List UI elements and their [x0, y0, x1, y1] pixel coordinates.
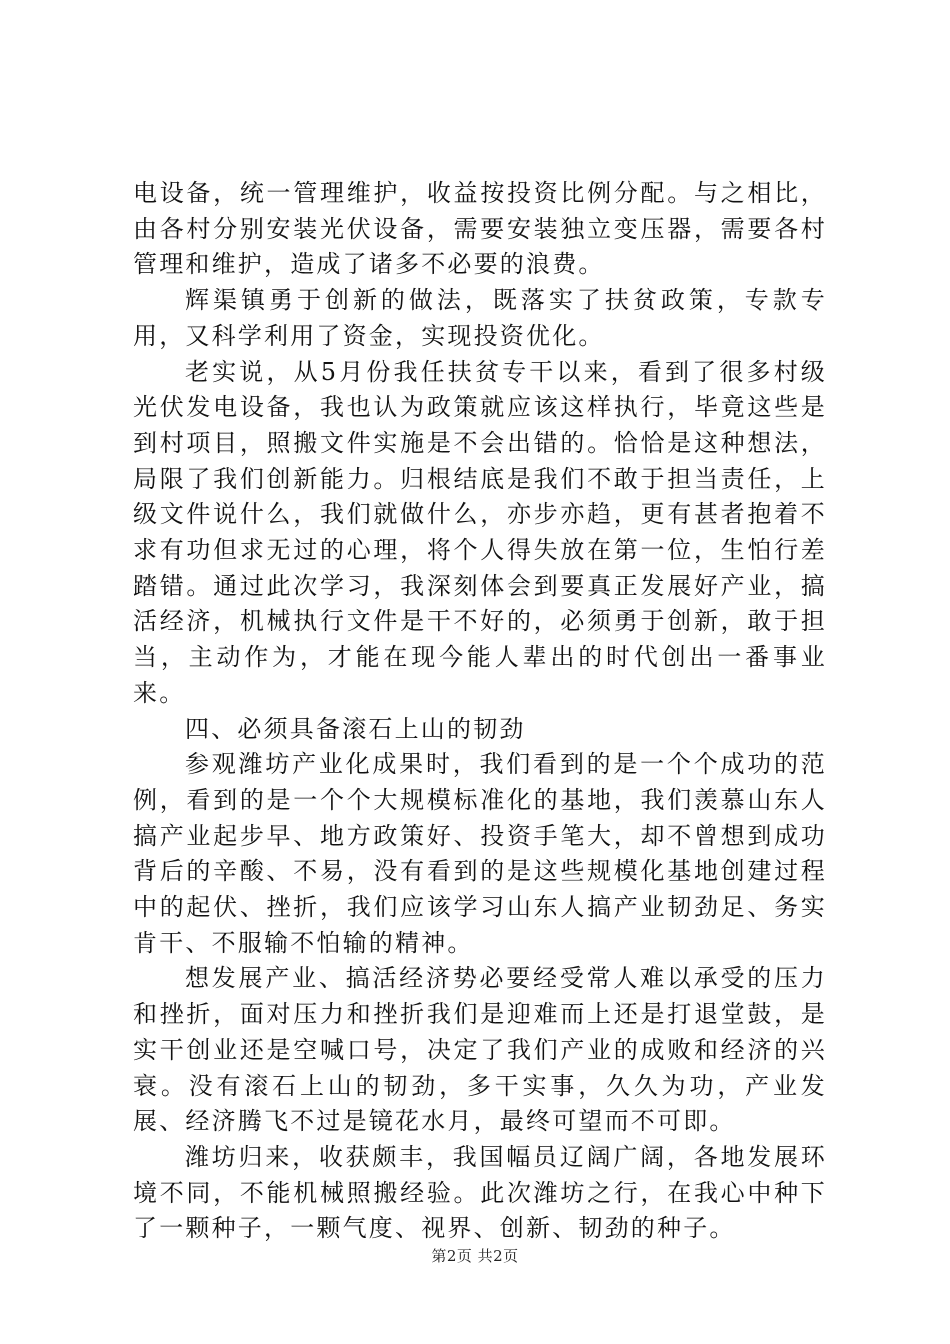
paragraph-continuation: 电设备，统一管理维护，收益按投资比例分配。与之相比，由各村分别安装光伏设备，需要安装独立变压器，需要各村管理和维护，造成了诸多不必要的浪费。 — [133, 179, 827, 279]
paragraph-conclusion: 潍坊归来，收获颇丰，我国幅员辽阔广阔，各地发展环境不同，不能机械照搬经验。此次潍坊之行，在我心中种下了一颗种子，一颗气度、视界、创新、韧劲的种子。 — [133, 1142, 827, 1243]
section-heading-four: 四、必须具备滚石上山的韧劲 — [185, 714, 526, 743]
page-number-footer: 第2页 共2页 — [431, 1247, 519, 1265]
document-body — [133, 176, 827, 1247]
paragraph-reflection: 老实说，从5月份我任扶贫专干以来，看到了很多村级光伏发电设备，我也认为政策就应该这样执行，毕竟这些是到村项目，照搬文件实施是不会出错的。恰恰是这种想法，局限了我们创新能力。归根结底是我们不敢于担当责任，上级文件说什么，我们就做什么，亦步亦趋，更有甚者抱着不求有功但求无过的心理，将个人得失放在第一位，生怕行差踏错。通过此次学习，我深刻体会到要真正发展好产业，搞活经济，机械执行文件是干不好的，必须勇于创新，敢于担当，主动作为，才能在现今能人辈出的时代创出一番事业来。 — [133, 357, 827, 707]
paragraph-weifang-visit: 参观潍坊产业化成果时，我们看到的是一个个成功的范例，看到的是一个个大规模标准化的基地，我们羡慕山东人搞产业起步早、地方政策好、投资手笔大，却不曾想到成功背后的辛酸、不易，没有看到的是这些规模化基地创建过程中的起伏、挫折，我们应该学习山东人搞产业韧劲足、务实肯干、不服输不怕输的精神。 — [133, 750, 827, 957]
paragraph-pressure: 想发展产业、搞活经济势必要经受常人难以承受的压力和挫折，面对压力和挫折我们是迎难而上还是打退堂鼓，是实干创业还是空喊口号，决定了我们产业的成败和经济的兴衰。没有滚石上山的韧劲，多干实事，久久为功，产业发展、经济腾飞不过是镜花水月，最终可望而不可即。 — [133, 964, 827, 1136]
paragraph-huiqu-innovation: 辉渠镇勇于创新的做法，既落实了扶贫政策，专款专用，又科学利用了资金，实现投资优化。 — [133, 286, 827, 350]
